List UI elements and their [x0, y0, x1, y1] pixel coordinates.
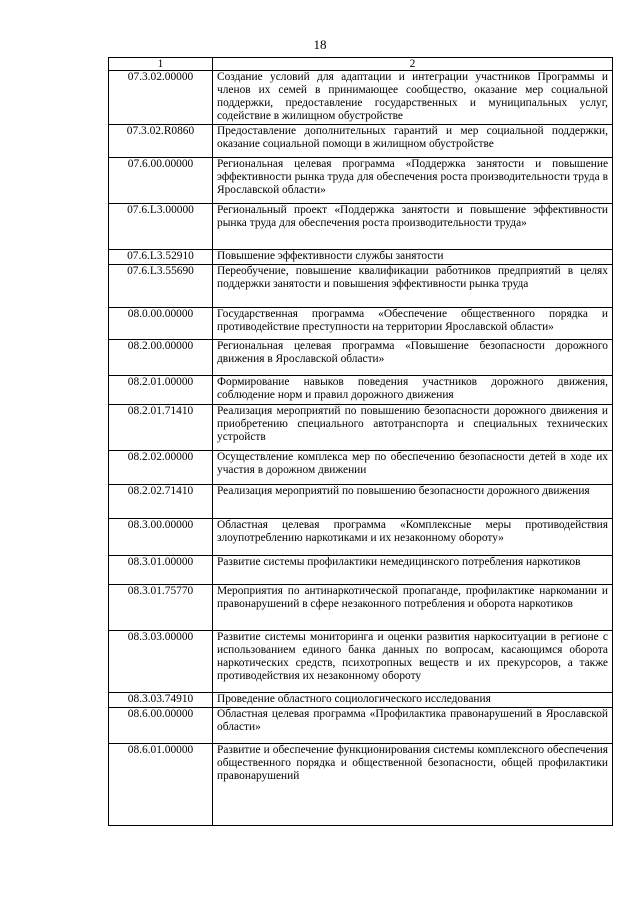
table-row: [109, 204, 613, 250]
table-row: [109, 125, 613, 158]
row-name: Переобучение, повышение квалификации работников предприятий в целях поддержки занятости и повышения эффективности рынка труда: [213, 265, 613, 308]
row-code: 07.6.L3.55690: [109, 265, 213, 308]
table-row: [109, 250, 613, 265]
row-code: 07.6.L3.52910: [109, 250, 213, 265]
row-name: Предоставление дополнительных гарантий и мер социальной поддержки, оказание социальной помощи в жилищном обустройстве: [213, 125, 613, 158]
table-header-row: [109, 58, 613, 71]
row-name: Осуществление комплекса мер по обеспечению безопасности детей в ходе их участия в дорожном движении: [213, 451, 613, 485]
table-row: [109, 708, 613, 744]
row-code: 08.3.03.00000: [109, 631, 213, 693]
row-code: 08.3.00.00000: [109, 519, 213, 556]
row-name: Областная целевая программа «Профилактика правонарушений в Ярославской области»: [213, 708, 613, 744]
row-name: Создание условий для адаптации и интеграции участников Программы и членов их семей в принимающее сообщество, оказание мер социальной поддержки, предоставление государственных и муниципальных услуг, содействие в жилищном обустройстве: [213, 71, 613, 125]
row-code: 07.3.02.R0860: [109, 125, 213, 158]
row-name: Проведение областного социологического исследования: [213, 693, 613, 708]
row-code: 08.3.01.00000: [109, 556, 213, 585]
table-row: [109, 405, 613, 451]
table-row: [109, 556, 613, 585]
row-code: 08.3.01.75770: [109, 585, 213, 631]
row-code: 07.6.L3.00000: [109, 204, 213, 250]
table-row: [109, 451, 613, 485]
row-name: Областная целевая программа «Комплексные меры противодействия злоупотреблению наркотиками и их незаконному обороту»: [213, 519, 613, 556]
row-name: Государственная программа «Обеспечение общественного порядка и противодействие преступности на территории Ярославской области»: [213, 308, 613, 340]
row-name: Региональная целевая программа «Повышение безопасности дорожного движения в Ярославской области»: [213, 340, 613, 376]
row-name: Реализация мероприятий по повышению безопасности дорожного движения: [213, 485, 613, 519]
row-name: Развитие и обеспечение функционирования системы комплексного обеспечения общественного порядка и общественной безопасности, общей профилактики правонарушений: [213, 744, 613, 826]
column-header-name: 2: [213, 58, 613, 71]
budget-code-table: [108, 57, 613, 826]
column-header-code: 1: [109, 58, 213, 71]
row-name: Формирование навыков поведения участников дорожного движения, соблюдение норм и правил дорожного движения: [213, 376, 613, 405]
row-name: Развитие системы мониторинга и оценки развития наркоситуации в регионе с использованием единого банка данных по вопросам, касающимся оборота наркотических средств, психотропных веществ и их прекурсоров, а также противодействия их незаконному обороту: [213, 631, 613, 693]
row-code: 08.2.01.71410: [109, 405, 213, 451]
table-row: [109, 519, 613, 556]
row-name: Региональная целевая программа «Поддержка занятости и повышение эффективности рынка труда для обеспечения роста производительности труда в Ярославской области»: [213, 158, 613, 204]
table-row: [109, 340, 613, 376]
row-name: Мероприятия по антинаркотической пропаганде, профилактике наркомании и правонарушений в сфере незаконного потребления и оборота наркотиков: [213, 585, 613, 631]
row-name: Повышение эффективности службы занятости: [213, 250, 613, 265]
row-code: 07.3.02.00000: [109, 71, 213, 125]
table-row: [109, 158, 613, 204]
row-code: 08.6.00.00000: [109, 708, 213, 744]
row-code: 08.6.01.00000: [109, 744, 213, 826]
table-row: [109, 376, 613, 405]
row-code: 08.2.02.00000: [109, 451, 213, 485]
row-code: 08.2.00.00000: [109, 340, 213, 376]
row-name: Региональный проект «Поддержка занятости и повышение эффективности рынка труда для обеспечения роста производительности труда»: [213, 204, 613, 250]
page-number: 18: [313, 37, 327, 52]
table-row: [109, 308, 613, 340]
row-code: 08.0.00.00000: [109, 308, 213, 340]
table-row: [109, 485, 613, 519]
table-row: [109, 585, 613, 631]
row-code: 08.2.01.00000: [109, 376, 213, 405]
table-row: [109, 631, 613, 693]
table-row: [109, 693, 613, 708]
table-row: [109, 71, 613, 125]
row-code: 08.3.03.74910: [109, 693, 213, 708]
table-row: [109, 265, 613, 308]
row-code: 08.2.02.71410: [109, 485, 213, 519]
table-row: [109, 744, 613, 826]
row-name: Реализация мероприятий по повышению безопасности дорожного движения и приобретению специального автотранспорта и специальных технических устройств: [213, 405, 613, 451]
row-code: 07.6.00.00000: [109, 158, 213, 204]
row-name: Развитие системы профилактики немедицинского потребления наркотиков: [213, 556, 613, 585]
